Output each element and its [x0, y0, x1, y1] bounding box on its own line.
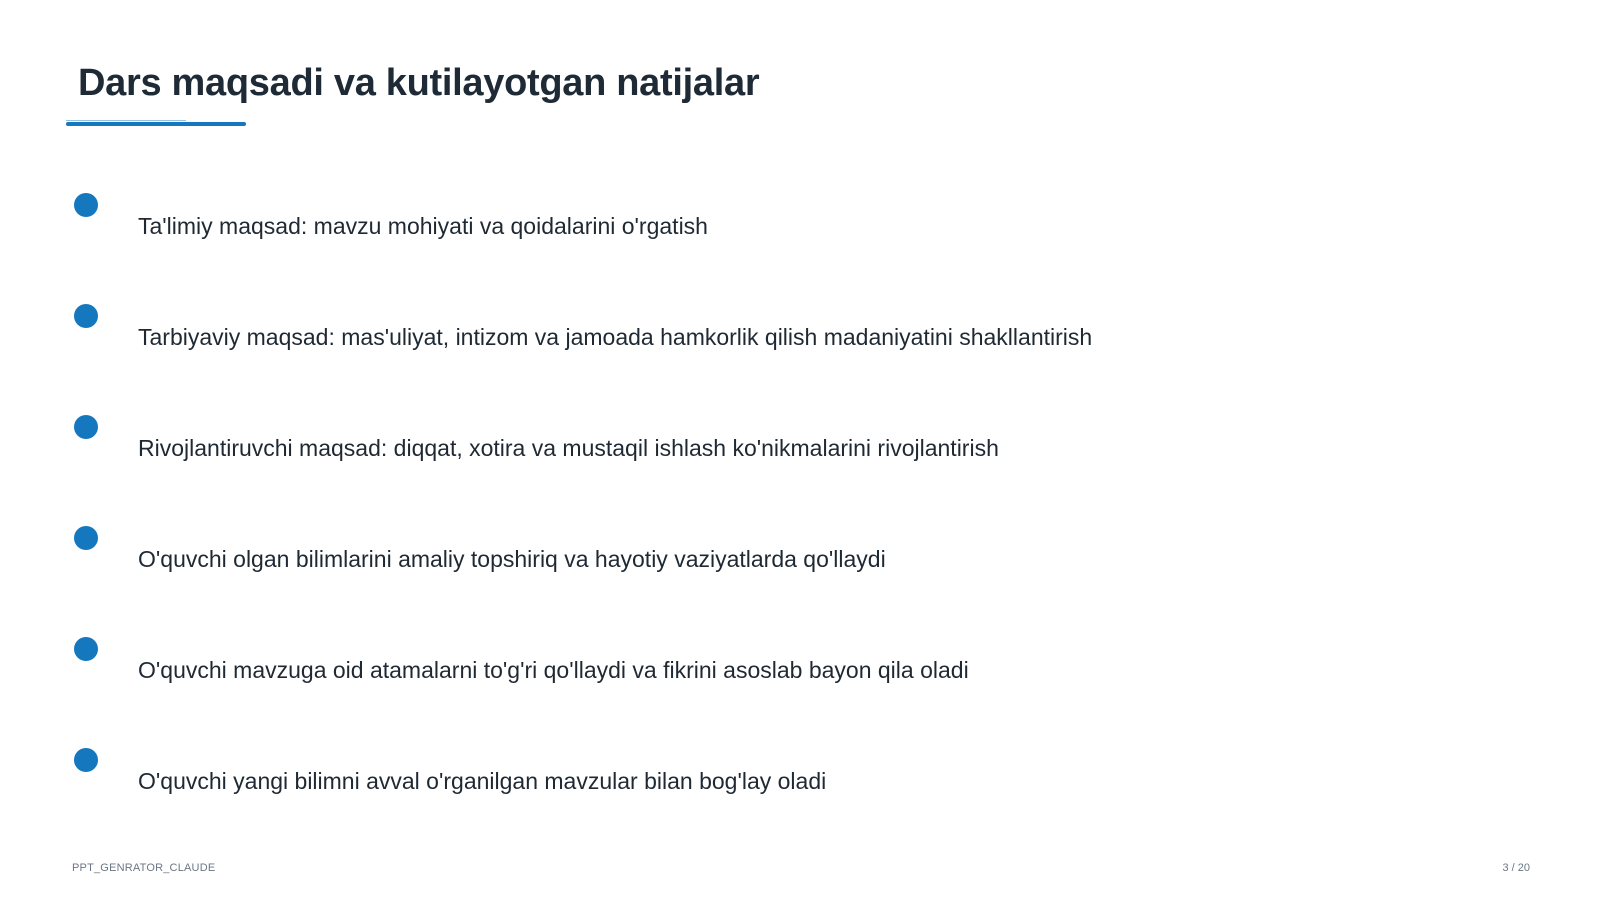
footer-source-label: PPT_GENRATOR_CLAUDE	[72, 862, 216, 874]
title-underline	[66, 122, 246, 126]
bullet-text: O'quvchi olgan bilimlarini amaliy topshiriq va hayotiy vaziyatlarda qo'llaydi	[138, 546, 886, 572]
bullet-text: O'quvchi mavzuga oid atamalarni to'g'ri qo'llaydi va fikrini asoslab bayon qila oladi	[138, 657, 969, 683]
bullet-text: Tarbiyaviy maqsad: mas'uliyat, intizom va jamoada hamkorlik qilish madaniyatini shakllantirish	[138, 324, 1093, 350]
title-underline-thin	[66, 120, 186, 121]
bullet-text: O'quvchi yangi bilimni avval o'rganilgan mavzular bilan bog'lay oladi	[138, 768, 827, 794]
bullet-item	[0, 637, 1500, 697]
bullet-item	[0, 304, 1500, 364]
bullet-item	[0, 415, 1500, 475]
bullet-dot-icon	[74, 637, 98, 661]
bullet-item	[0, 748, 1500, 808]
slide-title: Dars maqsadi va kutilayotgan natijalar	[78, 62, 760, 104]
bullet-dot-icon	[74, 526, 98, 550]
bullet-dot-icon	[74, 193, 98, 217]
bullet-text: Ta'limiy maqsad: mavzu mohiyati va qoidalarini o'rgatish	[138, 213, 708, 239]
bullet-dot-icon	[74, 415, 98, 439]
bullet-item	[0, 526, 1500, 586]
page-indicator: 3 / 20	[1502, 862, 1530, 874]
bullet-item	[0, 193, 1500, 253]
bullet-text: Rivojlantiruvchi maqsad: diqqat, xotira va mustaqil ishlash ko'nikmalarini rivojlantirish	[138, 435, 999, 461]
bullet-dot-icon	[74, 748, 98, 772]
bullet-dot-icon	[74, 304, 98, 328]
